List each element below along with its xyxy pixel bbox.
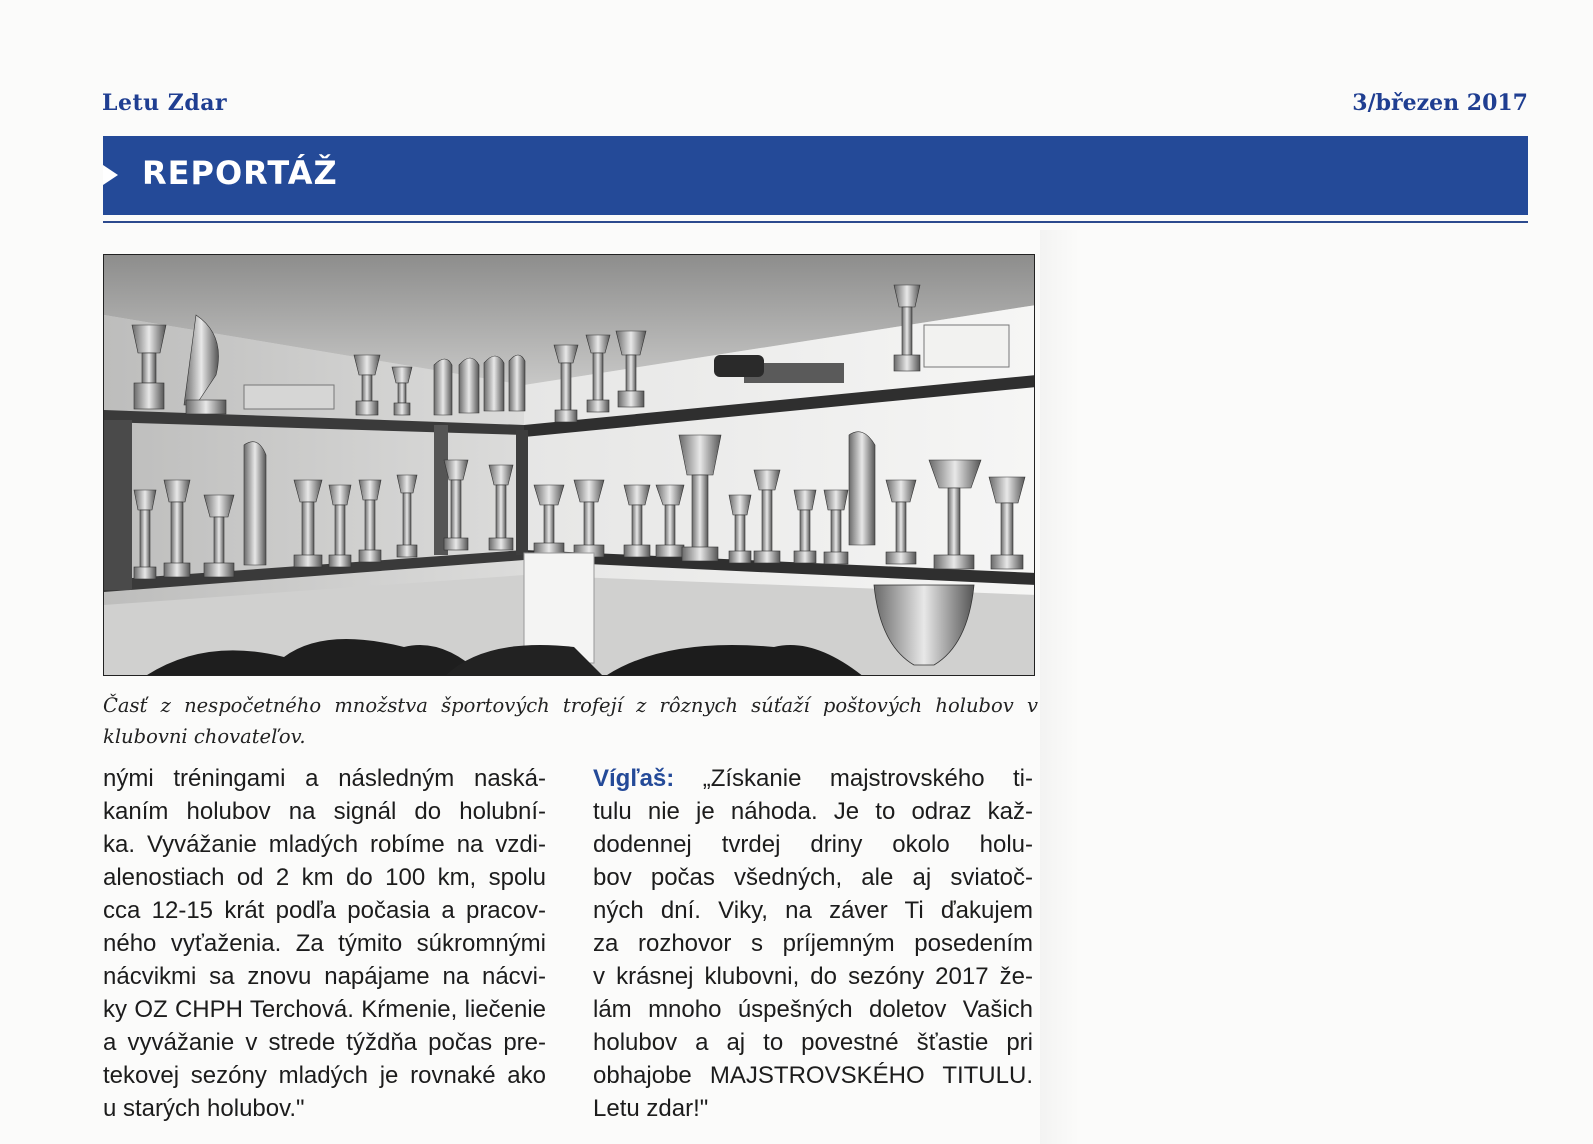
issue-date: 3/březen 2017 bbox=[1352, 90, 1528, 116]
article-line: ka. Vyvážanie mladých robíme na vzdi- bbox=[103, 831, 546, 858]
article-line: cca 12-15 krát podľa počasia a pracov- bbox=[103, 897, 546, 924]
speaker-name: Vígľaš: bbox=[593, 765, 675, 792]
article-line: v krásnej klubovni, do sezóny 2017 že- bbox=[593, 963, 1033, 990]
article-line: a vyvážanie v strede týždňa počas pre- bbox=[103, 1029, 546, 1056]
article-line: dodennej tvrdej driny okolo holu- bbox=[593, 831, 1033, 858]
article-line: u starých holubov." bbox=[103, 1095, 305, 1122]
article-line: ného vyťaženia. Za týmito súkromnými bbox=[103, 930, 546, 957]
scan-shadow bbox=[1040, 230, 1080, 1144]
article-line: nými tréningami a následným naská- bbox=[103, 765, 546, 792]
article-line: Letu zdar!" bbox=[593, 1095, 709, 1122]
section-divider bbox=[103, 221, 1528, 223]
article-line-first bbox=[593, 762, 1033, 795]
photo-caption: Časť z nespočetného množstva športových trofejí z rôznych súťaží poštových holubov v klubovni chovateľov. bbox=[103, 694, 1038, 748]
section-title: REPORTÁŽ bbox=[142, 154, 338, 192]
article-line: nácvikmi sa znovu napájame na nácvi- bbox=[103, 963, 546, 990]
article-line: tulu nie je náhoda. Je to odraz kaž- bbox=[593, 798, 1033, 825]
publication-name: Letu Zdar bbox=[102, 90, 228, 116]
article-line: ných dní. Viky, na záver Ti ďakujem bbox=[593, 897, 1033, 924]
article-line: lám mnoho úspešných doletov Vašich bbox=[593, 996, 1033, 1023]
article-right-column bbox=[593, 762, 1033, 1125]
article-line: za rozhovor s príjemným posedením bbox=[593, 930, 1033, 957]
article-line: obhajobe MAJSTROVSKÉHO TITULU. bbox=[593, 1062, 1033, 1089]
article-line: tekovej sezóny mladých je rovnaké ako bbox=[103, 1062, 546, 1089]
article-line: bov počas všedných, ale aj sviatoč- bbox=[593, 864, 1033, 891]
article-line: alenostiach od 2 km do 100 km, spolu bbox=[103, 864, 546, 891]
article-line: kaním holubov na signál do holubní- bbox=[103, 798, 546, 825]
trophy-photo-illustration bbox=[104, 255, 1035, 676]
article-line: holubov a aj to povestné šťastie pri bbox=[593, 1029, 1033, 1056]
trophy-photo bbox=[103, 254, 1035, 676]
section-arrow-icon bbox=[103, 165, 118, 185]
article-left-column bbox=[103, 762, 546, 1125]
quote-opening: „Získanie majstrovského ti- bbox=[702, 765, 1033, 792]
article-line: ky OZ CHPH Terchová. Kŕmenie, liečenie bbox=[103, 996, 546, 1023]
